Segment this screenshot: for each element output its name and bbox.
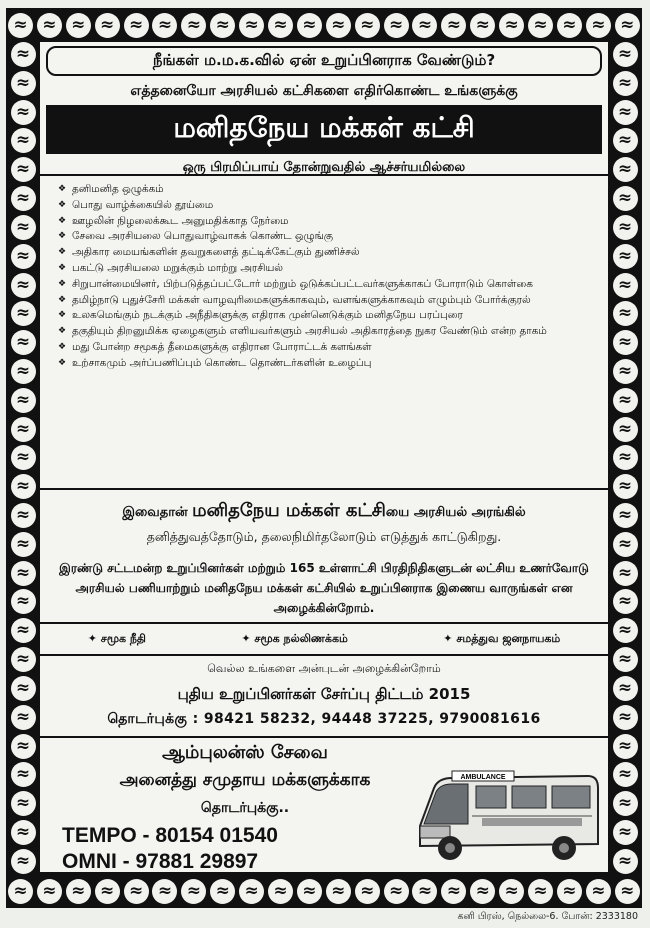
list-item: ❖ பொது வாழ்க்கையில் தூய்மை (58, 198, 600, 214)
list-item: ❖ சேவை அரசியலை பொதுவாழ்வாகக் கொண்ட ஒழுங்கு (58, 229, 600, 245)
border-emblem-icon: ≈ (326, 13, 351, 38)
border-emblem-icon: ≈ (268, 13, 293, 38)
border-emblem-icon: ≈ (11, 734, 36, 759)
border-emblem-icon: ≈ (11, 100, 36, 125)
border-emblem-icon: ≈ (11, 273, 36, 298)
list-item: ❖ சிறுபான்மையினர், பிற்படுத்தப்பட்டோர் மற்றும் ஒடுக்கப்பட்டவர்களுக்காகப் போராடும் கொள்கை (58, 277, 600, 293)
border-emblem-icon: ≈ (613, 359, 638, 384)
border-emblem-icon: ≈ (613, 503, 638, 528)
border-emblem-icon: ≈ (8, 13, 33, 38)
border-emblem-icon: ≈ (239, 13, 264, 38)
tempo-phone: TEMPO - 80154 01540 (62, 824, 278, 847)
van-roof-sign: AMBULANCE (460, 774, 506, 781)
border-emblem-icon: ≈ (613, 42, 638, 67)
slogans-bar (40, 622, 608, 656)
border-emblem-icon: ≈ (557, 879, 582, 904)
border-emblem-icon: ≈ (66, 879, 91, 904)
border-emblem-icon: ≈ (586, 13, 611, 38)
membership-contact: தொடர்புக்கு : 98421 58232, 94448 37225, 9790081616 (107, 711, 541, 727)
slogan-social-justice: ✦ சமூக நீதி (87, 631, 146, 645)
border-emblem-icon: ≈ (11, 762, 36, 787)
border-emblem-icon: ≈ (11, 359, 36, 384)
printer-credit: கனி பிரஸ், நெல்லை-6. போன்: 2333180 (457, 911, 638, 922)
list-item: ❖ உற்சாகமும் அர்ப்பணிப்பும் கொண்ட தொண்டர்களின் உழைப்பு (58, 356, 600, 372)
border-emblem-icon: ≈ (613, 589, 638, 614)
border-emblem-icon: ≈ (124, 879, 149, 904)
border-emblem-icon: ≈ (297, 13, 322, 38)
border-emblem-icon: ≈ (613, 676, 638, 701)
border-emblem-icon: ≈ (499, 879, 524, 904)
slogan-equal-democracy: ✦ சமத்துவ ஜனநாயகம் (443, 631, 561, 645)
border-emblem-icon: ≈ (152, 879, 177, 904)
border-emblem-icon: ≈ (11, 157, 36, 182)
border-emblem-icon: ≈ (613, 647, 638, 672)
border-emblem-icon: ≈ (586, 879, 611, 904)
border-emblem-icon: ≈ (11, 705, 36, 730)
border-emblem-icon: ≈ (412, 879, 437, 904)
border-emblem-icon: ≈ (613, 186, 638, 211)
border-emblem-icon: ≈ (613, 474, 638, 499)
border-emblem-icon: ≈ (11, 676, 36, 701)
border-emblem-icon: ≈ (210, 13, 235, 38)
border-emblem-icon: ≈ (613, 128, 638, 153)
border-emblem-icon: ≈ (11, 71, 36, 96)
list-item: ❖ உலகமெங்கும் நடக்கும் அநீதிகளுக்கு எதிராக முன்னெடுக்கும் மனிதநேய பரப்புரை (58, 308, 600, 324)
border-emblem-icon: ≈ (95, 879, 120, 904)
ambulance-title: ஆம்புலன்ஸ் சேவை (162, 742, 328, 763)
list-item: ❖ மது போன்ற சமூகத் தீமைகளுக்கு எதிரான போராட்டக் களங்கள் (58, 340, 600, 356)
border-emblem-icon: ≈ (11, 388, 36, 413)
border-emblem-icon: ≈ (557, 13, 582, 38)
border-emblem-icon: ≈ (11, 561, 36, 586)
list-item: ❖ தகுதியும் திறனுமிக்க ஏழைகளும் எளியவர்களும் அரசியல் அதிகாரத்தை நுகர வேண்டும் என்ற தாகம் (58, 324, 600, 340)
border-emblem-icon: ≈ (11, 820, 36, 845)
border-emblem-icon: ≈ (615, 13, 640, 38)
border-emblem-icon: ≈ (11, 186, 36, 211)
list-item: ❖ பகட்டு அரசியலை மறுக்கும் மாற்று அரசியல் (58, 261, 600, 277)
statement-line-1 (40, 500, 608, 523)
header-section (40, 42, 608, 175)
statement-post: யை அரசியல் அரங்கில் (385, 505, 526, 520)
border-emblem-icon: ≈ (355, 879, 380, 904)
poster-content (40, 42, 608, 872)
border-emblem-icon: ≈ (499, 13, 524, 38)
border-emblem-icon: ≈ (470, 879, 495, 904)
slogan-social-harmony: ✦ சமூக நல்லிணக்கம் (241, 631, 348, 645)
border-emblem-icon: ≈ (528, 13, 553, 38)
border-emblem-icon: ≈ (239, 879, 264, 904)
statement-line-2: தனித்துவத்தோடும், தலைநிமிர்தலோடும் எடுத்துக் காட்டுகிறது. (146, 529, 502, 544)
border-emblem-icon: ≈ (613, 215, 638, 240)
list-item: ❖ தமிழ்நாடு புதுச்சேரி மக்கள் வாழவுரிமைகளுக்காகவும், வளங்களுக்காகவும் எழும்பும் போர்க்குரல் (58, 293, 600, 309)
border-emblem-icon: ≈ (613, 561, 638, 586)
statement-section (40, 490, 608, 618)
slogan-label: சமத்துவ ஜனநாயகம் (456, 631, 561, 645)
border-emblem-icon: ≈ (384, 13, 409, 38)
ambulance-van-image (412, 768, 602, 868)
border-emblem-icon: ≈ (297, 879, 322, 904)
party-name-banner: மனிதநேய மக்கள் கட்சி (46, 105, 602, 154)
border-emblem-icon: ≈ (37, 13, 62, 38)
border-top (8, 10, 640, 40)
border-emblem-icon: ≈ (11, 42, 36, 67)
principles-section (40, 174, 608, 490)
border-emblem-icon: ≈ (613, 791, 638, 816)
border-emblem-icon: ≈ (613, 417, 638, 442)
border-emblem-icon: ≈ (613, 388, 638, 413)
border-emblem-icon: ≈ (11, 301, 36, 326)
border-emblem-icon: ≈ (615, 879, 640, 904)
intro-line: எத்தனையோ அரசியல் கட்சிகளை எதிர்கொண்ட உங்களுக்கு (130, 83, 518, 99)
border-emblem-icon: ≈ (613, 100, 638, 125)
border-emblem-icon: ≈ (441, 879, 466, 904)
border-emblem-icon: ≈ (412, 13, 437, 38)
border-emblem-icon: ≈ (384, 879, 409, 904)
border-emblem-icon: ≈ (613, 762, 638, 787)
border-emblem-icon: ≈ (528, 879, 553, 904)
border-emblem-icon: ≈ (11, 618, 36, 643)
border-emblem-icon: ≈ (613, 820, 638, 845)
border-emblem-icon: ≈ (37, 879, 62, 904)
border-emblem-icon: ≈ (11, 215, 36, 240)
border-emblem-icon: ≈ (441, 13, 466, 38)
border-emblem-icon: ≈ (355, 13, 380, 38)
omni-phone: OMNI - 97881 29897 (62, 850, 259, 873)
border-emblem-icon: ≈ (268, 879, 293, 904)
statement-pre: இவைதான் (122, 505, 188, 520)
border-emblem-icon: ≈ (613, 618, 638, 643)
border-emblem-icon: ≈ (11, 244, 36, 269)
list-item: ❖ ஊழலின் நிழலைக்கூட அனுமதிக்காத நேர்மை (58, 214, 600, 230)
border-emblem-icon: ≈ (613, 445, 638, 470)
border-emblem-icon: ≈ (326, 879, 351, 904)
list-item: ❖ தனிமனித ஒழுக்கம் (58, 182, 600, 198)
border-emblem-icon: ≈ (11, 330, 36, 355)
border-emblem-icon: ≈ (613, 71, 638, 96)
border-emblem-icon: ≈ (613, 734, 638, 759)
border-emblem-icon: ≈ (11, 532, 36, 557)
border-emblem-icon: ≈ (11, 128, 36, 153)
statement-party: மனிதநேய மக்கள் கட்சி (192, 500, 386, 521)
membership-scheme-title: புதிய உறுப்பினர்கள் சேர்ப்பு திட்டம் 2015 (177, 685, 471, 703)
invitation-paragraph: இரண்டு சட்டமன்ற உறுப்பினர்கள் மற்றும் 165 உள்ளாட்சி பிரதிநிதிகளுடன் லட்சிய உணர்வோடு அரசியல் பணியாற்றும் மனிதநேய மக்கள் கட்சியில் உறுப்பினராக இணைய வாருங்கள் என அழைக்கின்றோம். (59, 561, 589, 615)
border-emblem-icon: ≈ (613, 849, 638, 874)
border-emblem-icon: ≈ (11, 445, 36, 470)
border-emblem-icon: ≈ (8, 879, 33, 904)
border-emblem-icon: ≈ (181, 879, 206, 904)
border-emblem-icon: ≈ (613, 705, 638, 730)
border-emblem-icon: ≈ (613, 301, 638, 326)
membership-section (40, 656, 608, 738)
border-emblem-icon: ≈ (613, 330, 638, 355)
slogan-label: சமூக நல்லிணக்கம் (254, 631, 348, 645)
border-right (611, 42, 639, 874)
border-emblem-icon: ≈ (613, 532, 638, 557)
border-emblem-icon: ≈ (11, 849, 36, 874)
ambulance-section (40, 740, 608, 872)
border-emblem-icon: ≈ (613, 244, 638, 269)
border-emblem-icon: ≈ (124, 13, 149, 38)
ambulance-subtitle: அனைத்து சமுதாய மக்களுக்காக (119, 770, 371, 790)
border-emblem-icon: ≈ (95, 13, 120, 38)
border-emblem-icon: ≈ (210, 879, 235, 904)
slogan-label: சமூக நீதி (100, 631, 146, 645)
border-emblem-icon: ≈ (613, 157, 638, 182)
border-emblem-icon: ≈ (66, 13, 91, 38)
border-emblem-icon: ≈ (181, 13, 206, 38)
border-bottom (8, 876, 640, 906)
border-emblem-icon: ≈ (11, 503, 36, 528)
intro-line-2: ஒரு பிரமிப்பாய் தோன்றுவதில் ஆச்சர்யமில்லை (182, 160, 466, 175)
ambulance-contact-label: தொடர்புக்கு.. (200, 800, 290, 816)
list-item: ❖ அதிகார மையங்களின் தவறுகளைத் தட்டிக்கேட்கும் துணிச்சல் (58, 245, 600, 261)
border-emblem-icon: ≈ (11, 417, 36, 442)
border-emblem-icon: ≈ (470, 13, 495, 38)
welcome-line: வெல்ல உங்களை அன்புடன் அழைக்கின்றோம் (207, 662, 441, 675)
border-emblem-icon: ≈ (11, 647, 36, 672)
question-heading: நீங்கள் ம.ம.க.வில் ஏன் உறுப்பினராக வேண்டும்? (46, 46, 602, 76)
border-emblem-icon: ≈ (11, 791, 36, 816)
border-emblem-icon: ≈ (11, 474, 36, 499)
border-emblem-icon: ≈ (152, 13, 177, 38)
border-left (9, 42, 37, 874)
border-emblem-icon: ≈ (613, 273, 638, 298)
principles-list (40, 182, 608, 372)
border-emblem-icon: ≈ (11, 589, 36, 614)
